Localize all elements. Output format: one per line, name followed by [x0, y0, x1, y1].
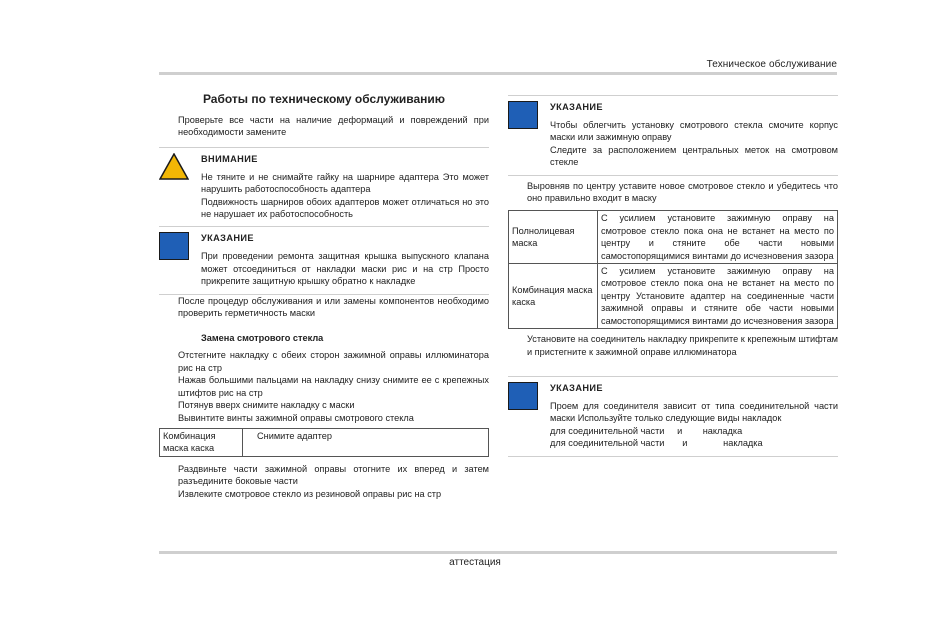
after-service-text: После процедур обслуживания и или замены компонентов необходимо проверить герметичность маски [178, 295, 489, 319]
mask-type-table [508, 210, 838, 329]
note-icon [159, 232, 189, 260]
note-line-1: При проведении ремонта защитная крышка выпускного клапана может отсоединиться от накладки маски рис и на стр Просто прикрепите защитную крышку обратно к накладке [201, 251, 489, 287]
note-icon [508, 382, 538, 410]
intro-text: Проверьте все части на наличие деформаций и повреждений при необходимости замените [178, 115, 489, 138]
list-item: Извлеките смотровое стекло из резиновой оправы рис на стр [178, 488, 442, 499]
list-item: Вывинтите винты зажимной оправы смотрового стекла [178, 412, 414, 423]
table-row [509, 211, 838, 264]
running-footer: аттестация [449, 557, 501, 568]
warning-label: ВНИМАНИЕ [201, 153, 258, 164]
table-cell: Комбинация маска каска [160, 428, 243, 456]
list-item: Нажав большими пальцами на накладку снизу снимите ее с крепежных штифтов рис на стр [178, 375, 489, 398]
section-subtitle: Замена смотрового стекла [201, 333, 324, 344]
running-header: Техническое обслуживание [706, 59, 837, 70]
bottom-rule [159, 551, 837, 554]
note-callout-2 [508, 376, 838, 457]
steps-list [159, 349, 489, 423]
top-rule [159, 72, 837, 75]
warning-line-2: Подвижность шарниров обоих адаптеров может отличаться но это не нарушает их работоспособность [201, 196, 489, 220]
page-title: Работы по техническому обслуживанию [202, 92, 446, 106]
table-row [509, 264, 838, 329]
note-icon [508, 101, 538, 129]
align-text: Выровняв по центру уставите новое смотровое стекло и убедитесь что оно правильно входит в маску [527, 180, 838, 204]
table-row [160, 428, 489, 456]
table-cell: С усилием установите зажимную оправу на смотровое стекло пока она не встанет на место по центру Установите адаптер на соединенные части зажимной оправы и стяните обе части новыми самостопорящимися винтами до исчезновения зазора [598, 264, 838, 329]
table-cell: Снимите адаптер [243, 428, 489, 456]
warning-callout [159, 147, 489, 227]
note-callout [159, 226, 489, 294]
left-column [159, 88, 489, 500]
list-item: Потянув вверх снимите накладку с маски [178, 400, 355, 411]
table-cell: Полнолицевая маска [509, 211, 598, 264]
note-label: УКАЗАНИЕ [550, 102, 603, 112]
note-label: УКАЗАНИЕ [201, 233, 254, 244]
connector-text: Установите на соединитель накладку прикрепите к крепежным штифтам и пристегните к зажимной оправе иллюминатора [527, 334, 838, 357]
list-item: Раздвиньте части зажимной оправы отогните их вперед и затем разъедините боковые части [178, 463, 489, 487]
note-line-2: для соединительной части и накладка [550, 425, 743, 436]
warning-icon [159, 153, 189, 180]
table-cell: С усилием установите зажимную оправу на смотровое стекло пока она не встанет на место по центру и стяните обе части новыми самостопорящимися винтами до исчезновения зазора [598, 211, 838, 264]
note-line-3: для соединительной части и накладка [550, 438, 763, 449]
steps-list-2 [159, 463, 489, 500]
note-label: УКАЗАНИЕ [550, 382, 603, 393]
list-item: Отстегните накладку с обеих сторон зажимной оправы иллюминатора рис на стр [178, 350, 489, 373]
note-line-2: Следите за расположением центральных меток на смотровом стекле [550, 144, 838, 168]
note-line-1: Чтобы облегчить установку смотрового стекла смочите корпус маски или зажимную оправу [550, 120, 838, 143]
table-cell: Комбинация маска каска [509, 264, 598, 329]
note-line-1: Проем для соединителя зависит от типа соединительной части маски Используйте только следующие виды накладок [550, 400, 838, 424]
adapter-table [159, 428, 489, 457]
warning-line-1: Не тяните и не снимайте гайку на шарнире адаптера Это может нарушить работоспособность адаптера [201, 171, 489, 195]
note-callout-1 [508, 95, 838, 176]
right-column [508, 95, 838, 457]
